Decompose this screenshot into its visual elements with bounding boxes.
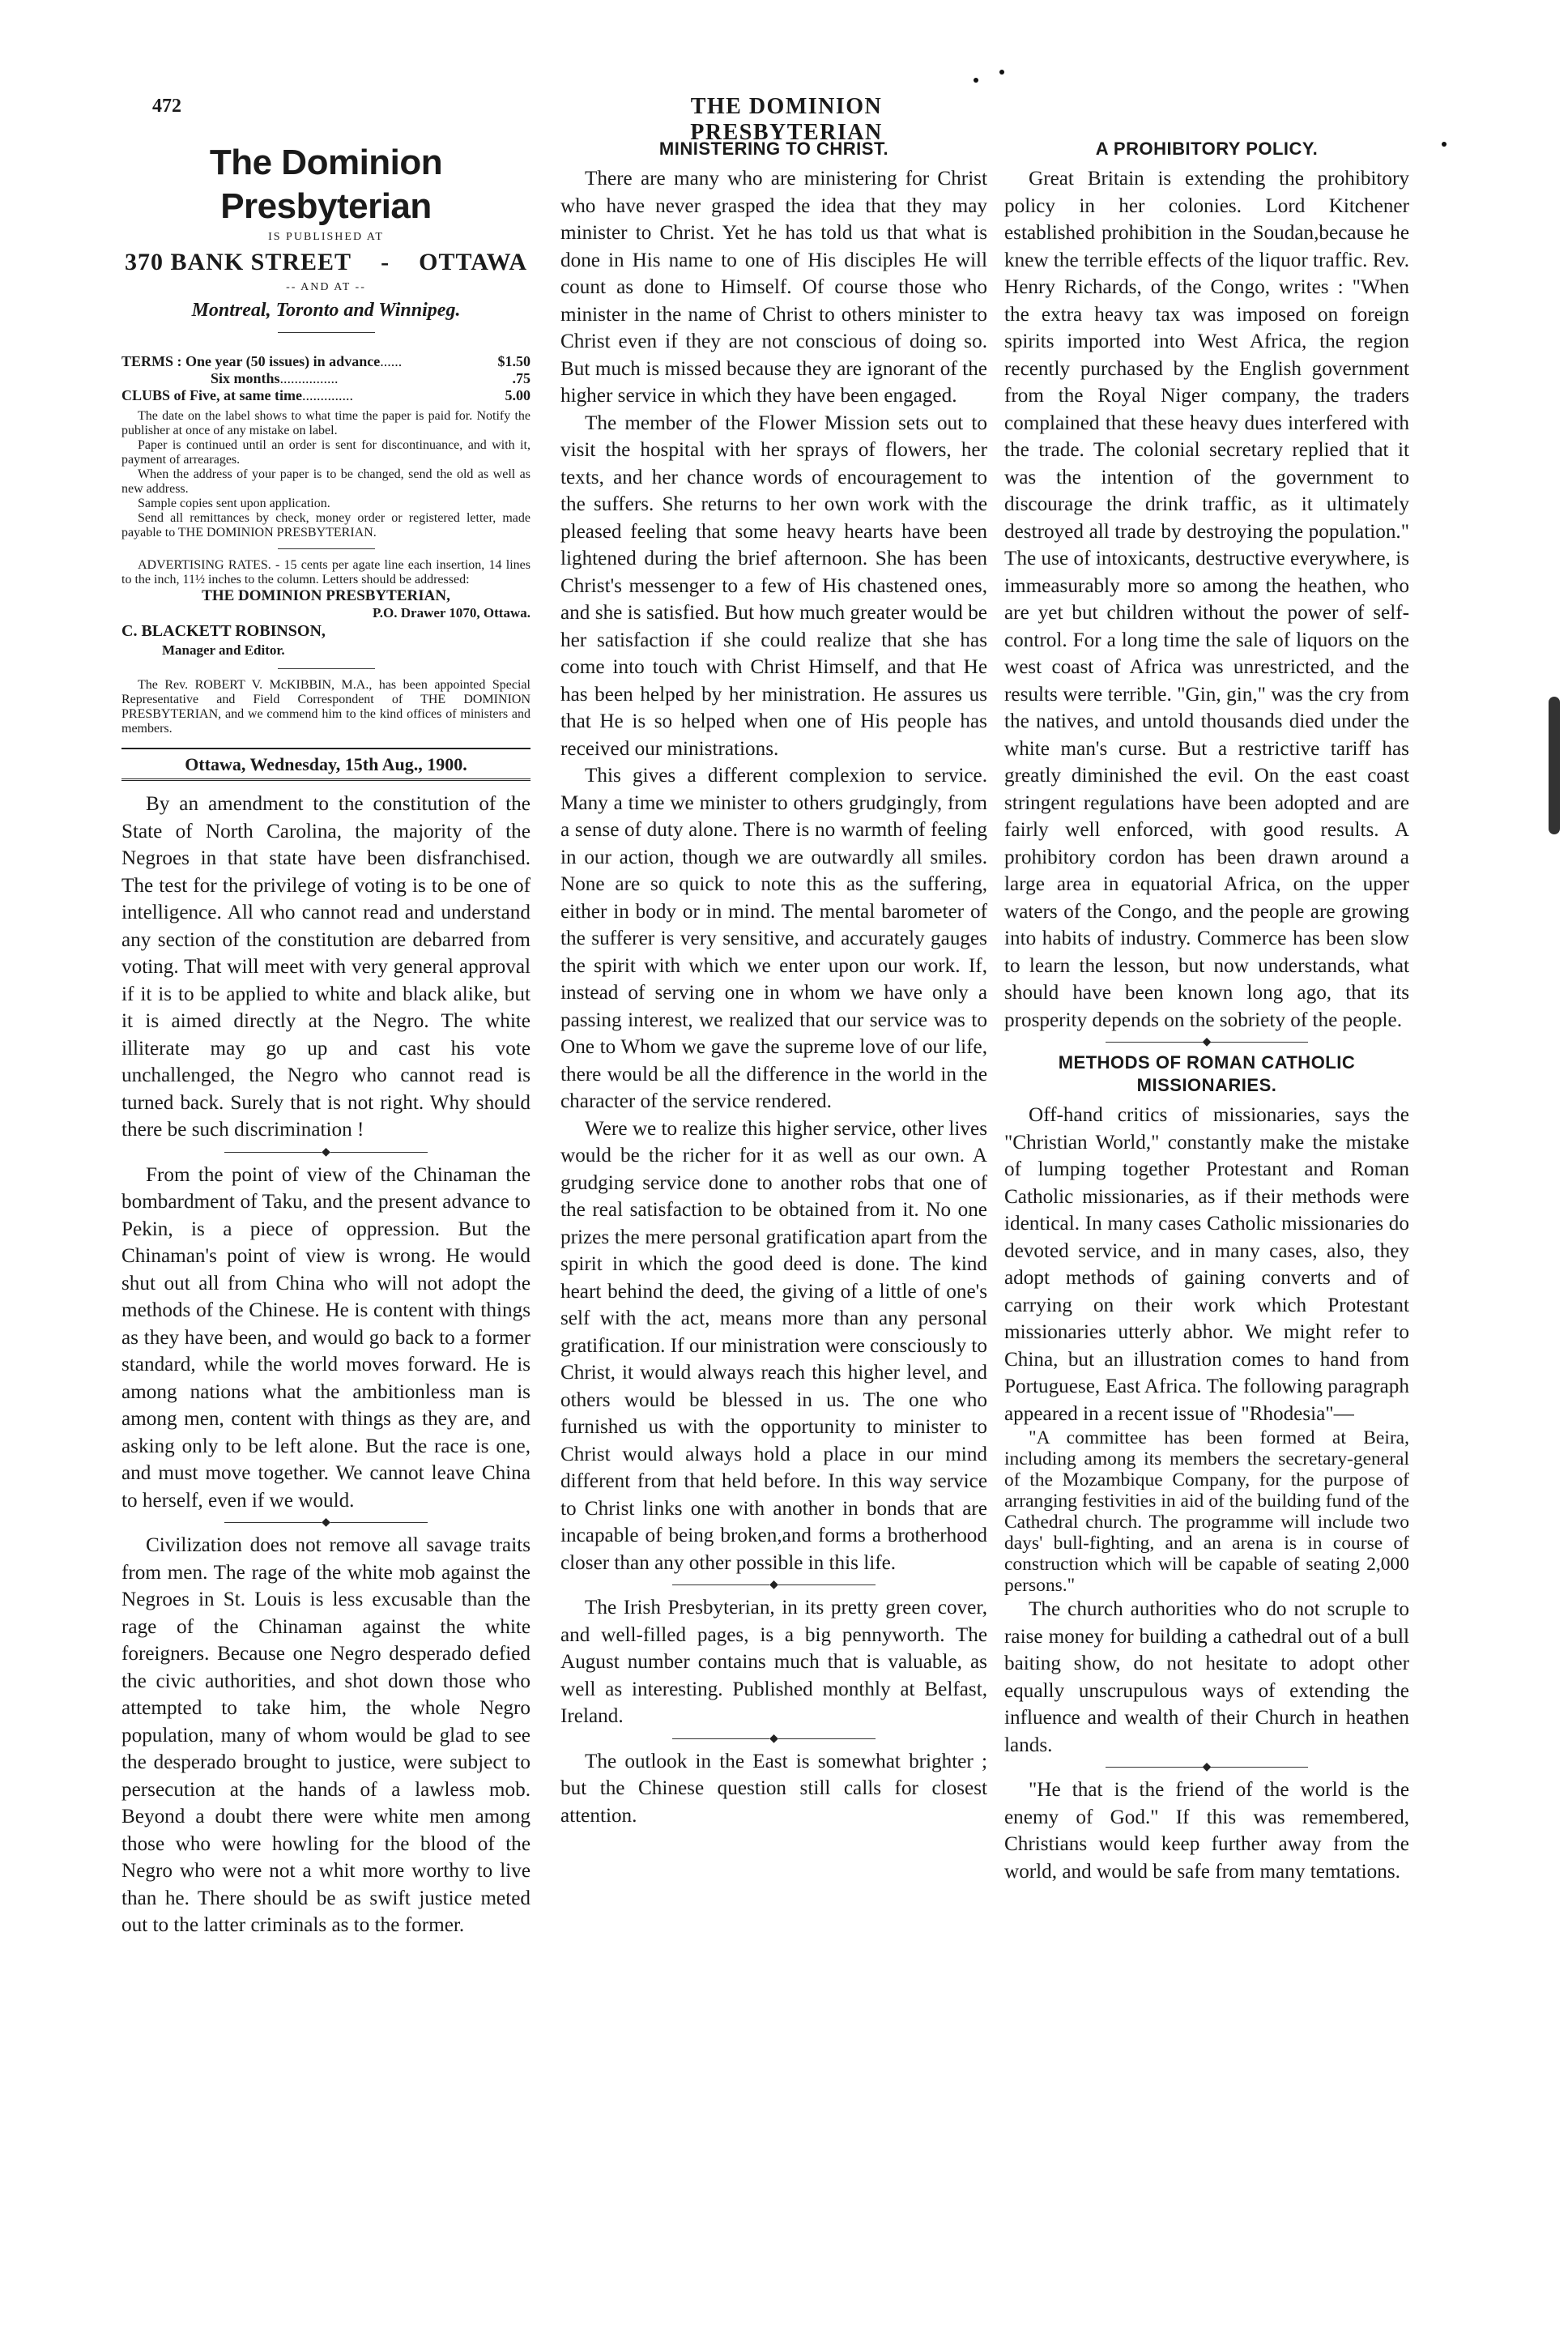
terms-block [121, 353, 530, 404]
separator [560, 1576, 987, 1594]
representative-notice [121, 678, 530, 736]
page-edge-mark [1549, 697, 1560, 834]
separator [121, 660, 530, 678]
article-paragraph: Were we to realize this higher service, other lives would be the richer for it as well as our own. A grudging service done to another robs that one of the real satisfaction to be obtained from it. No one prizes the mere personal gratification apart from the spirit in which the good deed is done. The kind heart behind the deed, the giving of a little of one's self with the act, means more than any personal gratification. If our ministration were consciously to Christ, it would always reach this higher level, and others would be blessed in us. The one who furnished us with the opportunity to minister to Christ would always hold a place in our mind different from that held before. In this way service to Christ links one with another in bonds that are incapable of being broken,and forms a brotherhood closer than any other possible in this life. [560, 1117, 987, 1574]
editor-block [121, 621, 530, 660]
article-heading: MINISTERING TO CHRIST. [658, 139, 889, 159]
terms-price: $1.50 [497, 353, 530, 369]
separator [560, 1730, 987, 1748]
editor-name: C. BLACKETT ROBINSON, [121, 622, 326, 640]
article-paragraph: Off-hand critics of missionaries, says the "Christian World," constantly make the mistake of lumping together Protestant and Roman Catholic missionaries, as if their methods were identical. In many cases Catholic missionaries do devoted service, and in many cases, also, they adopt methods of gaining converts and of carrying on their work which Protestant missionaries utterly abhor. We might refer to China, but an illustration comes to hand from Portuguese, East Africa. The following paragraph appeared in a recent issue of "Rhodesia"— [1004, 1104, 1409, 1425]
separator [121, 1514, 530, 1532]
running-head: THE DOMINION PRESBYTERIAN [690, 94, 883, 145]
terms-item: One year (50 issues) in advance [185, 353, 381, 369]
ink-speck [1442, 142, 1447, 147]
article-paragraph: "He that is the friend of the world is the enemy of God." If this was remembered, Christians would keep further away from the world, and would be safe from many temtations. [1004, 1779, 1409, 1883]
editor-title: Manager and Editor. [162, 642, 285, 658]
column-2 [560, 138, 987, 1829]
ornament: ◆ [769, 1579, 778, 1591]
editorial-paragraph: By an amendment to the constitution of the State of North Carolina, the majority of the Negroes in that state have been disfranchised. The test for the privilege of voting is to be one of intelligence. All who cannot read and understand any section of the constitution are debarred from voting. That will meet with very general approval if it is to be applied to white and black alike, but it is aimed directly at the Negro. The white illiterate may go up and cast his vote unchallenged, the Negro who cannot read is turned back. Surely that is not right. Why should there be such discrimination ! [121, 793, 530, 1141]
advertising-rates [121, 558, 530, 587]
separator [121, 1144, 530, 1162]
dateline: Ottawa, Wednesday, 15th Aug., 1900. [121, 748, 530, 781]
editorial-paragraph: From the point of view of the Chinaman the bombardment of Taku, and the present advance to Pekin, is a piece of oppression. But the Chinaman's point of view is wrong. He would shut out all from China who will not adopt the methods of the Chinese. He is content with things as they have been, and would go back to a former standard, while the world moves forward. He is among nations what the ambitionless man is among men, content with things as they are, and asking only to be left alone. But the race is one, and must move together. We cannot leave China to herself, even if we would. [121, 1163, 530, 1512]
separator [121, 540, 530, 558]
editorial-paragraph: Civilization does not remove all savage traits from men. The rage of the white mob against the Negroes in St. Louis is less excusable than the rage of the Chinaman against the white foreigners. Because one Negro desperado defied the civic authorities, and shot down those who attempted to take him, the whole Negro population, many of whom would be glad to see the desperado brought to justice, were subject to persecution at the hands of a lawless mob. Beyond a doubt there were white men among those who were howling for the blood of the Negro who were not a whit more worthy to live than he. There should be as swift justice meted out to the latter criminals as to the former. [121, 1534, 530, 1936]
dash: - [381, 249, 390, 275]
notice: Sample copies sent upon application. [138, 497, 330, 510]
masthead-address [121, 246, 530, 279]
column-1 [121, 138, 530, 1939]
masthead-title: The Dominion Presbyterian [209, 143, 443, 226]
street: 370 BANK STREET [125, 249, 352, 275]
article-heading: A PROHIBITORY POLICY. [1095, 139, 1319, 159]
separator [1004, 1034, 1409, 1051]
subscription-notices [121, 409, 530, 540]
notice: The date on the label shows to what time the paper is paid for. Notify the publisher at once of any mistake on label. [121, 409, 530, 437]
article-paragraph: Great Britain is extending the prohibitory policy in her colonies. Lord Kitchener established prohibition in the Soudan,because he knew the terrible effects of the liquor traffic. Rev. Henry Richards, of the Congo, writes : "When the extra heavy tax was imposed on foreign spirits imported into West Africa, the region recently purchased by the English government from the Royal Niger company, the traders complained that these heavy dues interfered with the trade. The colonial secretary replied that it was the intention of the government to discourage the drink traffic, as it ultimately destroyed all trade by destroying the population." The use of intoxicants, destructive everywhere, is immeasurably more so among the heathen, who are yet but children without the power of self-control. For a long time the sale of liquors on the west coast of Africa was unrestricted, and the results were terrible. "Gin, gin," was the cry from the natives, and untold thousands died under the white man's curse. But a restrictive tariff has greatly diminished the evil. On the east coast stringent regulations have been adopted and are fairly well enforced, with good results. A prohibitory cordon has been drawn around a large area in equatorial Africa, on the upper waters of the Congo, and the people are growing into habits of industry. Commerce has been slow to learn the lesson, but now understands, what should have been known long ago, that its prosperity depends on the sobriety of the people. [1004, 168, 1409, 1031]
notice: Send all remittances by check, money order or registered letter, made payable to THE DOMINION PRESBYTERIAN. [121, 511, 530, 540]
terms-row [121, 353, 530, 370]
ink-speck [999, 70, 1004, 75]
ornament: ◆ [1202, 1761, 1212, 1773]
note-paragraph: The Irish Presbyterian, in its pretty green cover, and well-filled pages, is a big pennyworth. The August number contains much that is valuable, as well as interesting. Published monthly at Belfast, Ireland. [560, 1597, 987, 1727]
terms-label: TERMS : [121, 353, 182, 369]
terms-price: 5.00 [505, 387, 530, 403]
terms-item: CLUBS of Five, at same time [121, 387, 302, 403]
article-paragraph: The member of the Flower Mission sets out to visit the hospital with her sprays of flowers, her texts, and her chance words of encouragement to the suffers. She returns to her own work with the pleased feeling that some heavy hearts have been lightened during the brief afternoon. She has been Christ's messenger to a few of His chastened ones, and she is satisfied. But how much greater would be her satisfaction if she could realize that she has come into touch with Christ Himself, and that He has been helped by her ministration. He assures us that He is so helped when one of His people has received our ministrations. [560, 412, 987, 760]
and-at: -- AND AT -- [286, 281, 366, 293]
dots: ...... [380, 353, 403, 369]
notice: When the address of your paper is to be changed, send the old as well as new address. [121, 467, 530, 496]
advertising-text: ADVERTISING RATES. - 15 cents per agate line each insertion, 14 lines to the inch, 11½ inches to the column. Letters should be addressed: [121, 558, 530, 586]
terms-item: Six months [211, 370, 280, 386]
masthead [121, 141, 530, 781]
notice: Paper is continued until an order is sent for discontinuance, and with it, payment of arrearages. [121, 438, 530, 467]
note-paragraph: The outlook in the East is somewhat brighter ; but the Chinese question still calls for closest attention. [560, 1750, 987, 1827]
publisher-name: THE DOMINION PRESBYTERIAN, [202, 587, 450, 604]
representative-text: The Rev. ROBERT V. McKIBBIN, M.A., has been appointed Special Representative and Field Correspondent of THE DOMINION PRESBYTERIAN, and we commend him to the kind offices of ministers and members. [121, 678, 530, 736]
terms-row [121, 387, 530, 404]
article-paragraph: The church authorities who do not scruple to raise money for building a cathedral out of a bull baiting show, do not hesitate to adopt other equally unscrupulous ways of extending the influence and wealth of their Church in heathen lands. [1004, 1598, 1409, 1756]
other-cities: Montreal, Toronto and Winnipeg. [191, 300, 461, 321]
separator [1004, 1759, 1409, 1776]
terms-price: .75 [512, 370, 530, 386]
article-heading: METHODS OF ROMAN CATHOLIC MISSIONARIES. [1058, 1052, 1356, 1095]
ornament: ◆ [769, 1732, 778, 1745]
quotation: "A committee has been formed at Beira, including among its members the secretary-general of the Mozambique Company, for the purpose of arranging festivities in aid of the building fund of the Cathedral church. The programme will include two days' bull-fighting, and an arena is in course of construction which will be capable of seating 2,000 persons." [1004, 1427, 1409, 1596]
article-paragraph: This gives a different complexion to service. Many a time we minister to others grudgingly, from a sense of duty alone. There is no warmth of feeling in our action, though we are outwardly all smiles. None are so quick to note this as the suffering, either in body or in mind. The mental barometer of the sufferer is very sensitive, and accurately gauges the spirit with which we enter upon our work. If, instead of serving one in whom we have only a passing interest, we realized that our service was to One to Whom we gave the supreme love of our life, there would be all the difference in the world in the character of the service rendered. [560, 765, 987, 1112]
separator [121, 324, 530, 342]
published-at: IS PUBLISHED AT [268, 231, 384, 243]
ink-speck [974, 78, 978, 83]
ornament: ◆ [322, 1516, 330, 1529]
dots: .............. [301, 387, 353, 403]
terms-row [121, 370, 530, 387]
page-number: 472 [152, 96, 181, 117]
city: OTTAWA [419, 249, 527, 275]
ornament: ◆ [1202, 1036, 1212, 1048]
publisher-address: P.O. Drawer 1070, Ottawa. [372, 605, 530, 621]
article-paragraph: There are many who are ministering for Christ who have never grasped the idea that they may minister to Christ. Yet he has told us that what is done in His name to one of His disciples He will count as done to Himself. Of course those who minister in the name of Christ to others minister to Christ even if they are not conscious of doing so. But much is missed because they are ignorant of the higher service in which they have been engaged. [560, 168, 987, 407]
ornament: ◆ [322, 1145, 330, 1158]
dots: ................ [279, 370, 339, 386]
column-3 [1004, 138, 1409, 1885]
